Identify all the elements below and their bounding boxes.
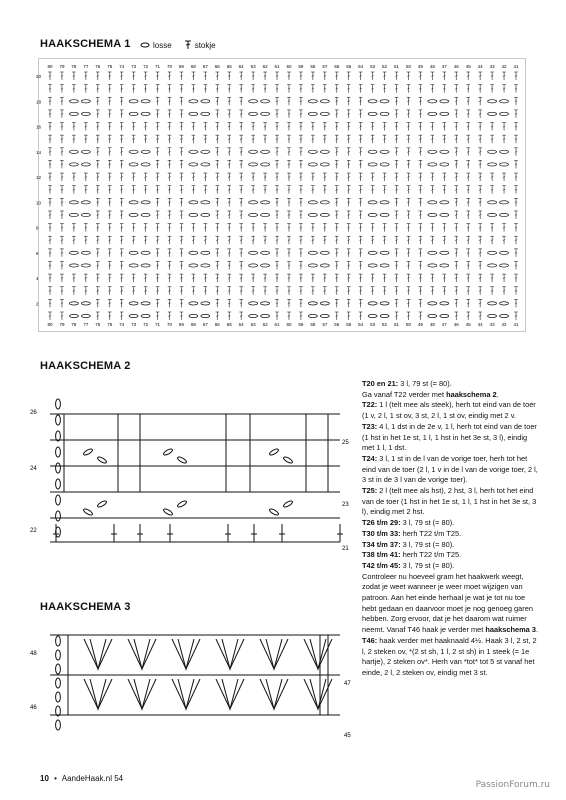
stitch-number-bottom: 63 [250,322,256,327]
instruction-text: herh T22 t/m T25. [400,528,462,538]
stitch-number-bottom: 43 [489,322,495,327]
chain-icon [140,42,150,48]
stitch-number-top: 74 [119,64,125,69]
fan-shell [216,639,244,669]
stitch-number-bottom: 76 [95,322,101,327]
stitch-number-top: 71 [155,64,161,69]
instruction-paragraph [362,518,538,529]
schema3-chart [28,625,368,745]
turning-chain [56,650,61,660]
row-number-left: 46 [30,705,37,711]
fan-shell-inner [310,679,326,709]
stitch-number-top: 63 [250,64,256,69]
page-number: 10 [40,774,49,783]
stitch-number-top: 41 [513,64,519,69]
stitch-number-top: 61 [274,64,280,69]
stitch-number-top: 73 [131,64,137,69]
turning-chain [56,664,61,674]
fan-shell [216,679,244,709]
stitch-number-bottom: 74 [119,322,125,327]
instruction-label: T38 t/m 41: [362,550,401,560]
stitch-number-top: 69 [178,64,184,69]
stitch-number-bottom: 55 [346,322,352,327]
schema2-title: HAAKSCHEMA 2 [40,360,131,372]
instruction-paragraph [362,379,538,390]
instruction-paragraph [362,636,538,679]
stitch-number-top: 42 [501,64,507,69]
instruction-label: T34 t/m 37: [362,539,401,549]
stitch-number-top: 52 [382,64,388,69]
chain-oval [283,500,294,508]
stitch-number-bottom: 69 [178,322,184,327]
stitch-number-bottom: 58 [310,322,316,327]
stitch-number-top: 54 [358,64,364,69]
row-number-left: 22 [30,528,37,534]
stitch-number-bottom: 53 [370,322,376,327]
fan-shell-inner [134,679,150,709]
instruction-text-tail: . [535,625,538,635]
stitch-number-bottom: 56 [334,322,340,327]
stitch-number-bottom: 42 [501,322,507,327]
stitch-number-bottom: 64 [238,322,244,327]
stitch-number-bottom: 54 [358,322,364,327]
turning-chain [56,720,61,730]
legend-stokje-label: stokje [194,40,216,50]
stitch-number-top: 55 [346,64,352,69]
stitch-number-bottom: 79 [59,322,65,327]
legend-chain [140,41,172,50]
fan-shell [172,639,200,669]
stitch-number-bottom: 71 [155,322,161,327]
stitch-number-top: 70 [166,64,172,69]
stitch-number-top: 79 [59,64,65,69]
fan-shell-inner [222,639,238,669]
chain-oval [97,456,108,464]
stitch-number-top: 76 [95,64,101,69]
instruction-text-tail: . [496,389,499,399]
stitch-number-top: 78 [71,64,77,69]
row-number-left: 26 [30,410,37,416]
chain-oval [177,500,188,508]
instruction-text: 1 l (telt mee als steek), herh tot eind van de toer (1 v, 2 l, 1 st ov, 3 st, 2 l, 1 st ov, eindig met 2 v. [362,400,536,421]
chain-oval [283,456,294,464]
row-number-right: 45 [344,733,351,739]
instruction-emphasis: haakschema 3 [485,625,536,635]
instruction-text: 3 l, 79 st (= 80). [400,518,455,528]
turning-chain [56,447,61,457]
stitch-number-bottom: 62 [262,322,268,327]
instruction-text: 4 l, 1 dst in de 2e v, 1 l, herh tot eind van de toer (1 hst in het 1e st, 1 l, 1 hst in het 3e st, 3 l), eindig met 1 l, 1 dst. [362,421,537,453]
stitch-number-bottom: 78 [71,322,77,327]
stitch-number-bottom: 66 [214,322,220,327]
instruction-label: T20 en 21: [362,379,399,388]
chain-oval [269,508,280,516]
fan-shell [172,679,200,709]
legend-dc [184,40,216,50]
row-number: 4 [36,276,39,282]
turning-chain [56,463,61,473]
instruction-label: T24: [362,453,378,463]
instruction-label: T26 t/m 29: [362,518,401,528]
stitch-number-bottom: 48 [429,322,435,327]
stitch-number-top: 75 [107,64,113,69]
instruction-label: T30 t/m 33: [362,528,401,538]
fan-shell [128,679,156,709]
instruction-paragraph [362,550,538,561]
row-number-left: 24 [30,466,37,472]
turning-chain [56,415,61,425]
turning-chain [56,495,61,505]
chain-oval [177,456,188,464]
page-footer [40,774,123,783]
stitch-number-bottom: 46 [453,322,459,327]
fan-shell [260,679,288,709]
stitch-number-bottom: 70 [166,322,172,327]
instruction-text: 3 l, 79 st (= 80). [400,539,455,549]
schema1-chart [38,58,526,332]
stitch-number-top: 56 [334,64,340,69]
turning-chain [56,399,61,409]
stitch-number-bottom: 52 [382,322,388,327]
schema1-legend [140,40,216,50]
row-number: 18 [36,99,42,105]
schema2-chart [28,384,368,584]
instruction-label: T22: [362,400,378,410]
instruction-paragraph [362,540,538,551]
instruction-text: 3 l, 1 st in de l van de vorige toer, herh tot het eind van de toer (2 l, 1 v in de l van de vorige toer, 2 l, 3 st in de 3 l van de vorige toer). [362,453,538,485]
row-number: 14 [36,149,42,155]
fan-shell [84,639,112,669]
turning-chain [56,636,61,646]
turning-chain [56,678,61,688]
chain-oval [163,508,174,516]
row-number: 2 [36,301,39,307]
stitch-number-bottom: 73 [131,322,137,327]
fan-shell [260,639,288,669]
instruction-text: haak verder met haaknaald 4½. Haak 3 l, 2 st, 2 l, 2 steken ov, *(2 st sh, 1 l, 2 st sh) in 1 steek (= 1e hartje), 2 steken ov*. Herh van *tot* tot 5 st vanaf het einde, 2 l, 2 steken ov, eindig met 3 st. [362,635,537,677]
stokje-icon [184,40,192,50]
row-number: 12 [36,175,42,181]
turning-chain [56,479,61,489]
chain-oval [163,448,174,456]
fan-shell-inner [178,639,194,669]
chain-oval [83,508,94,516]
chain-oval [83,448,94,456]
schema1-title: HAAKSCHEMA 1 [40,38,131,50]
instruction-label: T23: [362,421,378,431]
row-number: 10 [36,200,42,206]
stitch-number-top: 53 [370,64,376,69]
stitch-number-bottom: 60 [286,322,292,327]
instruction-paragraph [362,529,538,540]
instruction-label: T25: [362,486,378,496]
footer-bullet: • [54,774,57,783]
row-number-right: 23 [342,502,349,508]
stitch-number-bottom: 72 [143,322,149,327]
stitch-number-top: 48 [429,64,435,69]
magazine-name: AandeHaak.nl 54 [61,774,124,783]
instruction-paragraph [362,400,538,421]
instruction-paragraph [362,486,538,518]
fan-shell-inner [222,679,238,709]
schema3-title: HAAKSCHEMA 3 [40,601,131,613]
instruction-text: 3 l, 79 st (= 80). [400,560,455,570]
fan-shell-inner [90,639,106,669]
fan-shell-inner [178,679,194,709]
instruction-text: Controleer nu hoeveel gram het haakwerk weegt, zodat je weet wanneer je weer moet wijzigen van patroon. Aan het einde herhaal je wat je tot nu toe hebt gedaan en daarvoor moet je nog genoeg garen hebben. Zorg ervoor, dat je het daarom wat ruimer neemt. Vanaf T46 haak je verder met [362,571,533,635]
fan-shell [128,639,156,669]
fan-shell-inner [310,639,326,669]
fan-shell-inner [90,679,106,709]
turning-chain [56,692,61,702]
stitch-number-top: 62 [262,64,268,69]
instruction-text: 2 l (telt mee als hst), 2 hst, 3 l, herh tot het eind van de toer (1 hst in het 1e st, 1 l, 1 hst in het 3e st, 3 l), eindig met 2 hst. [362,486,537,517]
fan-shell-inner [266,679,282,709]
instruction-text: 3 l, 79 st (= 80). [398,379,452,388]
stitch-number-bottom: 65 [226,322,232,327]
row-number: 6 [36,250,39,256]
stitch-number-bottom: 80 [47,322,53,327]
stitch-number-top: 60 [286,64,292,69]
legend-losse-label: losse [153,40,172,50]
stitch-number-bottom: 77 [83,322,89,327]
row-number-right: 25 [342,440,349,446]
stitch-number-top: 77 [83,64,89,69]
instruction-label: T46: [362,635,378,645]
stitch-number-top: 72 [143,64,149,69]
row-number-left: 48 [30,651,37,657]
stitch-number-top: 67 [202,64,208,69]
instructions-text [362,379,538,679]
stitch-number-bottom: 45 [465,322,471,327]
stitch-number-top: 64 [238,64,244,69]
stitch-number-top: 47 [441,64,447,69]
watermark: PassionForum.ru [475,780,550,790]
stitch-number-bottom: 57 [322,322,328,327]
stitch-number-bottom: 68 [190,322,196,327]
stitch-number-bottom: 47 [441,322,447,327]
fan-shell [84,679,112,709]
row-number-right: 21 [342,546,349,552]
stitch-number-top: 44 [477,64,483,69]
stitch-number-top: 66 [214,64,220,69]
stitch-number-bottom: 41 [513,322,519,327]
stitch-number-top: 65 [226,64,232,69]
stitch-number-top: 49 [417,64,423,69]
stitch-number-bottom: 44 [477,322,483,327]
instruction-text: Ga vanaf T22 verder met [362,389,447,399]
stitch-number-top: 59 [298,64,304,69]
row-number: 20 [36,74,42,79]
stitch-number-bottom: 50 [405,322,411,327]
stitch-number-top: 50 [405,64,411,69]
instruction-paragraph [362,390,538,401]
stitch-number-top: 68 [190,64,196,69]
instruction-label: T42 t/m 45: [362,560,401,570]
stitch-number-bottom: 51 [394,322,400,327]
instruction-paragraph [362,561,538,572]
stitch-number-bottom: 49 [417,322,423,327]
instruction-text: herh T22 t/m T25. [400,550,462,560]
stitch-number-top: 57 [322,64,328,69]
stitch-number-top: 80 [47,64,53,69]
fan-shell-inner [134,639,150,669]
row-number: 8 [36,225,39,231]
instruction-paragraph [362,454,538,486]
instruction-paragraph [362,572,538,636]
row-number: 16 [36,124,42,130]
fan-shell-inner [266,639,282,669]
instruction-paragraph [362,422,538,454]
turning-chain [56,511,61,521]
instruction-emphasis: haakschema 2 [446,389,497,399]
row-number-right: 47 [344,681,351,687]
stitch-number-top: 45 [465,64,471,69]
stitch-number-bottom: 67 [202,322,208,327]
stitch-number-top: 43 [489,64,495,69]
schema1-frame [39,59,526,332]
stitch-number-top: 58 [310,64,316,69]
stitch-number-bottom: 75 [107,322,113,327]
stitch-number-bottom: 59 [298,322,304,327]
stitch-number-bottom: 61 [274,322,280,327]
stitch-number-top: 46 [453,64,459,69]
chain-oval [269,448,280,456]
chain-oval [97,500,108,508]
stitch-number-top: 51 [394,64,400,69]
